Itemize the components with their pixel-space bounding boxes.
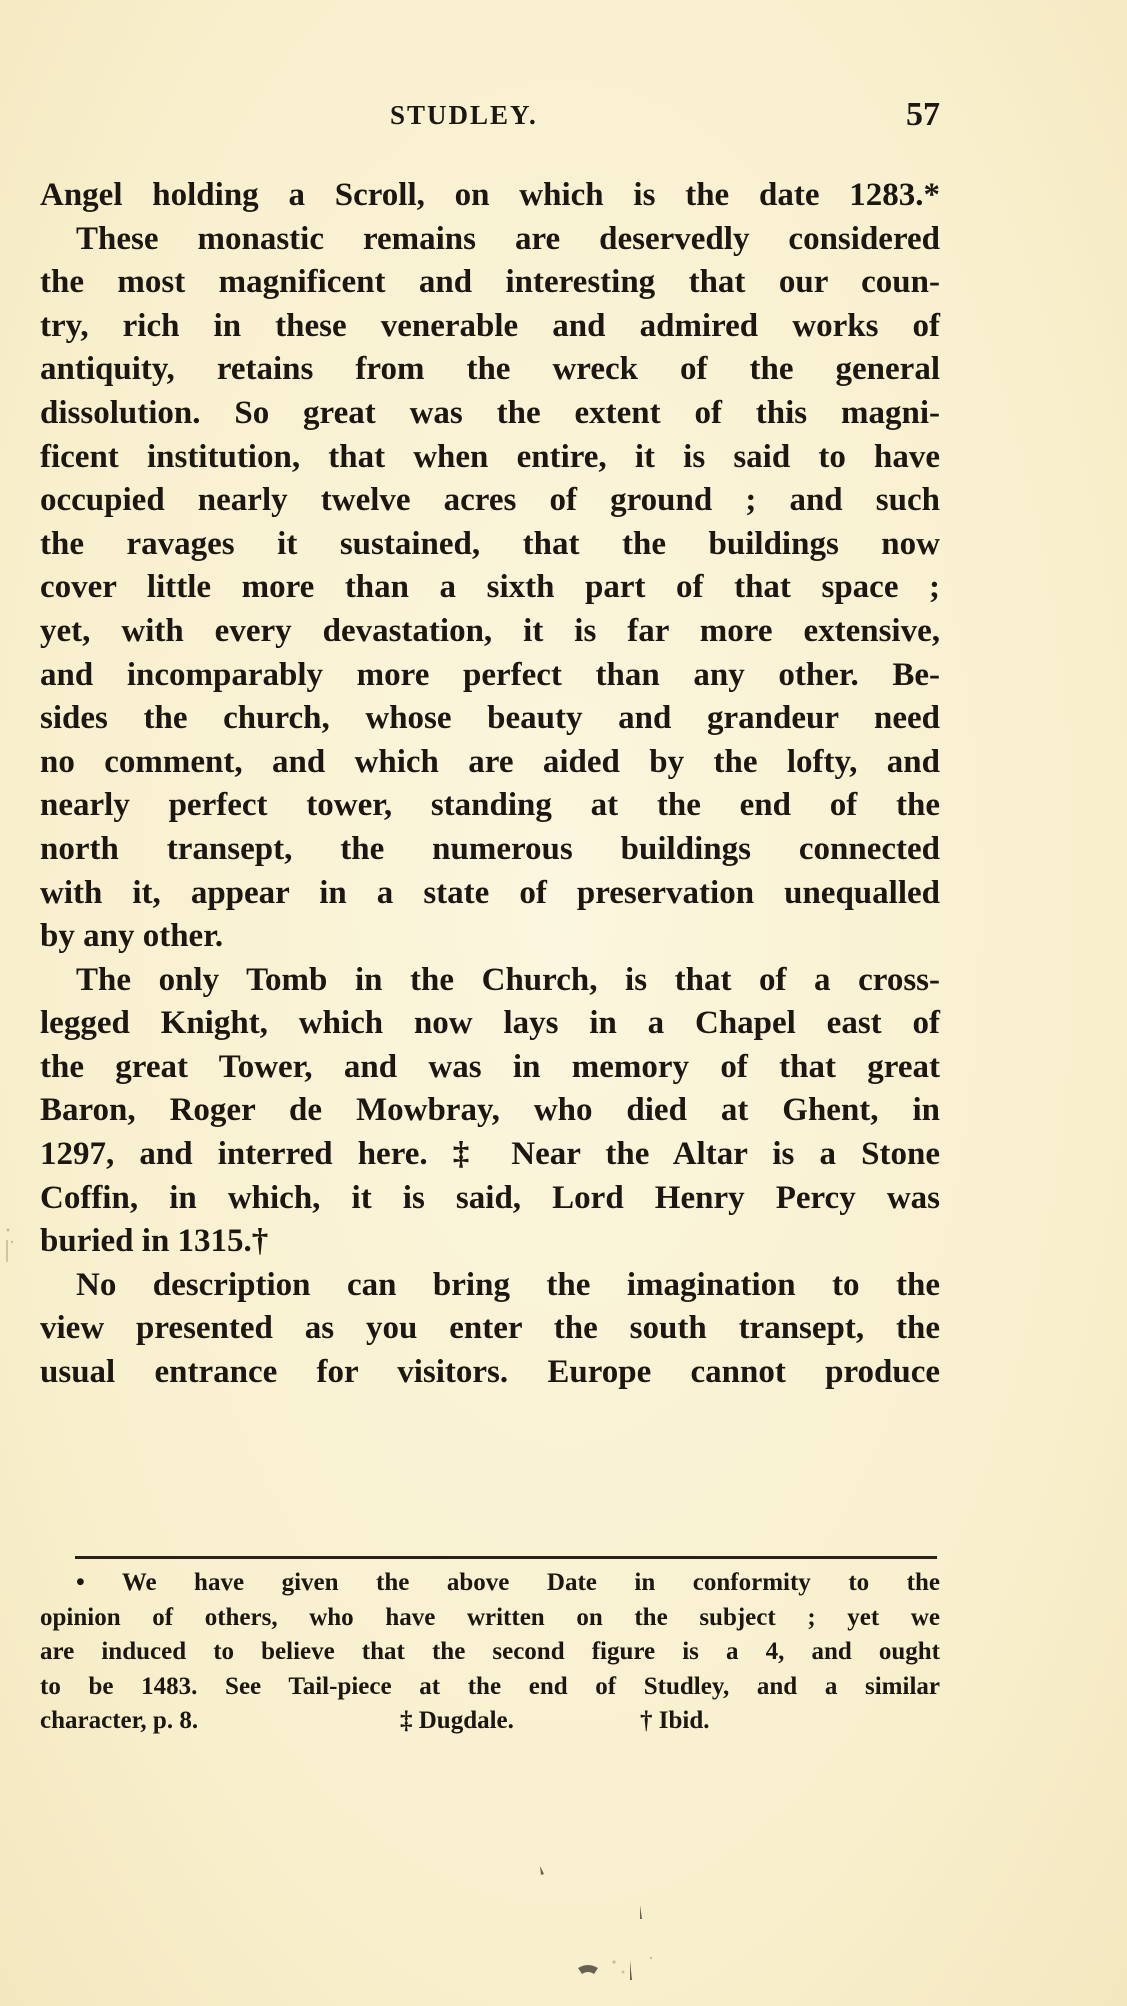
text-line: cover little more than a sixth part of that space ; xyxy=(40,569,940,606)
text-line: No description can bring the imagination to the xyxy=(76,1266,940,1303)
text-line: Angel holding a Scroll, on which is the date 1283.* xyxy=(40,177,940,213)
text-line: These monastic remains are deservedly considered xyxy=(76,220,940,257)
text-line: north transept, the numerous buildings connected xyxy=(40,830,940,867)
text-line: Coffin, in which, it is said, Lord Henry Percy was xyxy=(40,1179,940,1216)
footnote-reference: character, p. 8. xyxy=(40,1707,199,1734)
footnote-rule xyxy=(75,1556,937,1559)
text-line: Baron, Roger de Mowbray, who died at Ghent, in xyxy=(40,1092,940,1129)
footnote-line: are induced to believe that the second figure is a 4, and ought xyxy=(40,1638,940,1665)
running-head: STUDLEY. xyxy=(390,100,538,130)
text-line: ficent institution, that when entire, it is said to have xyxy=(40,438,940,475)
page-header xyxy=(40,98,940,138)
footnotes xyxy=(40,1566,940,1739)
text-line: dissolution. So great was the extent of this magni- xyxy=(40,394,940,431)
text-line: 1297, and interred here. ‡ Near the Altar is a Stone xyxy=(40,1136,940,1173)
text-line: antiquity, retains from the wreck of the general xyxy=(40,351,940,388)
footnote-last-line xyxy=(40,1704,940,1739)
page-number: 57 xyxy=(906,96,940,133)
text-line: and incomparably more perfect than any other. Be- xyxy=(40,656,940,693)
footnote-line: • We have given the above Date in conformity to the xyxy=(76,1569,940,1596)
text-line: with it, appear in a state of preservation unequalled xyxy=(40,874,940,911)
body-text xyxy=(40,174,940,1395)
text-line: sides the church, whose beauty and grandeur need xyxy=(40,700,940,737)
text-line: no comment, and which are aided by the lofty, and xyxy=(40,743,940,780)
text-line: usual entrance for visitors. Europe cannot produce xyxy=(40,1354,940,1391)
footnote-line: opinion of others, who have written on the subject ; yet we xyxy=(40,1603,940,1631)
footnote-line: to be 1483. See Tail-piece at the end of Studley, and a similar xyxy=(40,1672,940,1700)
text-line: the ravages it sustained, that the buildings now xyxy=(40,525,940,562)
footnote-ibid: † Ibid. xyxy=(640,1707,710,1734)
footnote-dugdale: ‡ Dugdale. xyxy=(400,1707,514,1734)
text-line: by any other. xyxy=(40,918,224,955)
text-line: The only Tomb in the Church, is that of a cross- xyxy=(76,961,940,998)
text-line: the most magnificent and interesting that our coun- xyxy=(40,264,940,301)
text-line: try, rich in these venerable and admired works of xyxy=(40,307,940,344)
text-line: nearly perfect tower, standing at the end of the xyxy=(40,787,940,824)
text-line: yet, with every devastation, it is far more extensive, xyxy=(40,612,940,649)
text-line: occupied nearly twelve acres of ground ; and such xyxy=(40,482,940,519)
text-line: legged Knight, which now lays in a Chapel east of xyxy=(40,1005,940,1042)
text-line: view presented as you enter the south transept, the xyxy=(40,1310,940,1347)
text-line: buried in 1315.† xyxy=(40,1223,269,1260)
text-line: the great Tower, and was in memory of that great xyxy=(40,1048,940,1085)
